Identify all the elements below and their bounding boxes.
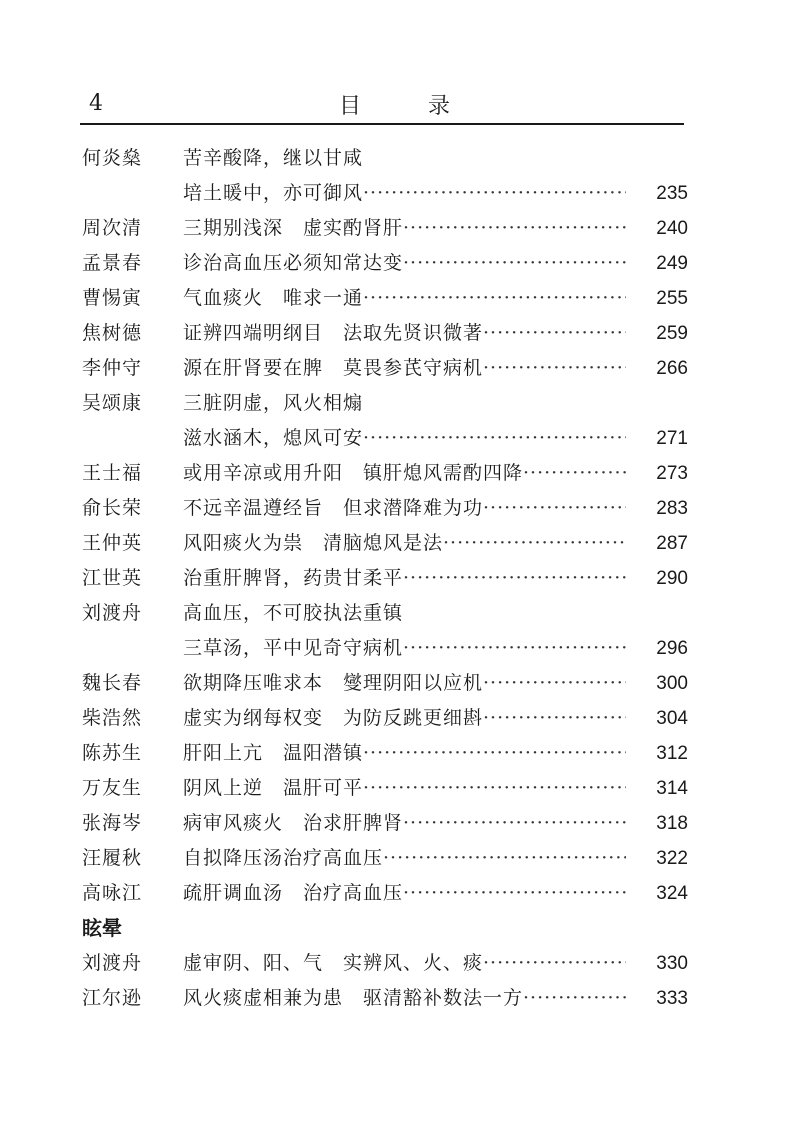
entry-author: 刘渡舟 bbox=[82, 952, 143, 974]
toc-entry[interactable] bbox=[82, 211, 688, 246]
entry-title: 滋水涵木，熄风可安 ····· bbox=[183, 421, 626, 456]
entry-page: 322 bbox=[656, 848, 688, 869]
entry-author: 魏长春 bbox=[82, 672, 143, 694]
toc-entry[interactable] bbox=[82, 771, 688, 806]
toc-entry[interactable] bbox=[82, 631, 688, 666]
toc-entry[interactable] bbox=[82, 981, 688, 1016]
toc-entry[interactable] bbox=[82, 281, 688, 316]
entry-author: 陈苏生 bbox=[82, 742, 143, 764]
entry-title: 自拟降压汤治疗高血压 ····· bbox=[183, 841, 626, 876]
toc-entry[interactable] bbox=[82, 806, 688, 841]
entry-page: 259 bbox=[656, 323, 688, 344]
toc-entry[interactable] bbox=[82, 246, 688, 281]
entry-title: 治重肝脾肾，药贵甘柔平 ····· bbox=[183, 561, 626, 596]
entry-page: 235 bbox=[656, 183, 688, 204]
toc-entry[interactable] bbox=[82, 421, 688, 456]
entry-title: 或用辛凉或用升阳 镇肝熄风需酌四降 ····· bbox=[183, 456, 626, 491]
entry-author: 江世英 bbox=[82, 567, 143, 589]
entry-title: 三脏阴虚，风火相煽 bbox=[183, 392, 364, 414]
entry-page: 287 bbox=[656, 533, 688, 554]
toc-entry[interactable] bbox=[82, 386, 688, 421]
entry-author: 何炎燊 bbox=[82, 147, 143, 169]
entry-page: 273 bbox=[656, 463, 688, 484]
entry-page: 240 bbox=[656, 218, 688, 239]
toc-entry[interactable] bbox=[82, 736, 688, 771]
entry-title: 疏肝调血汤 治疗高血压 ····· bbox=[183, 876, 626, 911]
entry-author: 焦树德 bbox=[82, 322, 143, 344]
toc-entry[interactable] bbox=[82, 456, 688, 491]
toc-entry[interactable] bbox=[82, 141, 688, 176]
entry-author: 王士福 bbox=[82, 462, 143, 484]
entry-title: 肝阳上亢 温阳潜镇 ····· bbox=[183, 736, 626, 771]
entry-author: 俞长荣 bbox=[82, 497, 143, 519]
entry-author: 汪履秋 bbox=[82, 847, 143, 869]
entry-page: 255 bbox=[656, 288, 688, 309]
entry-author: 孟景春 bbox=[82, 252, 143, 274]
entry-title: 虚审阴、阳、气 实辨风、火、痰 ····· bbox=[183, 946, 626, 981]
entry-page: 283 bbox=[656, 498, 688, 519]
table-of-contents bbox=[82, 141, 688, 1016]
entry-author: 曹惕寅 bbox=[82, 287, 143, 309]
toc-entry[interactable] bbox=[82, 526, 688, 561]
entry-title: 风阳痰火为祟 清脑熄风是法 ····· bbox=[183, 526, 626, 561]
entry-page: 314 bbox=[656, 778, 688, 799]
entry-author: 李仲守 bbox=[82, 357, 143, 379]
entry-page: 318 bbox=[656, 813, 688, 834]
entry-title: 培土暖中，亦可御风 ····· bbox=[183, 176, 626, 211]
entry-page: 266 bbox=[656, 358, 688, 379]
page-number: 4 bbox=[89, 91, 103, 116]
toc-entry[interactable] bbox=[82, 596, 688, 631]
entry-title: 阴风上逆 温肝可平 ····· bbox=[183, 771, 626, 806]
entry-author: 张海岑 bbox=[82, 812, 143, 834]
entry-title: 风火痰虚相兼为患 驱清豁补数法一方 ····· bbox=[183, 981, 626, 1016]
toc-entry[interactable] bbox=[82, 351, 688, 386]
entry-page: 271 bbox=[656, 428, 688, 449]
entry-title: 三期别浅深 虚实酌肾肝 ····· bbox=[183, 211, 626, 246]
entry-author: 江尔逊 bbox=[82, 987, 143, 1009]
toc-entry[interactable] bbox=[82, 841, 688, 876]
entry-page: 296 bbox=[656, 638, 688, 659]
entry-page: 333 bbox=[656, 988, 688, 1009]
entry-title: 证辨四端明纲目 法取先贤识微著 ····· bbox=[183, 316, 626, 351]
entry-page: 312 bbox=[656, 743, 688, 764]
entry-author: 刘渡舟 bbox=[82, 602, 143, 624]
entry-page: 330 bbox=[656, 953, 688, 974]
entry-title: 三草汤，平中见奇守病机 ····· bbox=[183, 631, 626, 666]
entry-page: 290 bbox=[656, 568, 688, 589]
entry-author: 王仲英 bbox=[82, 532, 143, 554]
entry-title: 欲期降压唯求本 燮理阴阳以应机 ····· bbox=[183, 666, 626, 701]
entry-page: 304 bbox=[656, 708, 688, 729]
header-divider bbox=[80, 123, 684, 125]
entry-author: 吴颂康 bbox=[82, 392, 143, 414]
toc-entry[interactable] bbox=[82, 946, 688, 981]
toc-entry[interactable] bbox=[82, 491, 688, 526]
entry-title: 诊治高血压必须知常达变 ····· bbox=[183, 246, 626, 281]
toc-entry[interactable] bbox=[82, 561, 688, 596]
entry-title: 源在肝肾要在脾 莫畏参芪守病机 ····· bbox=[183, 351, 626, 386]
toc-entry[interactable] bbox=[82, 316, 688, 351]
entry-title: 不远辛温遵经旨 但求潜降难为功 ····· bbox=[183, 491, 626, 526]
entry-page: 249 bbox=[656, 253, 688, 274]
toc-entry[interactable] bbox=[82, 176, 688, 211]
toc-entry[interactable] bbox=[82, 701, 688, 736]
entry-title: 高血压，不可胶执法重镇 bbox=[183, 602, 404, 624]
entry-author: 周次清 bbox=[82, 217, 143, 239]
entry-page: 324 bbox=[656, 883, 688, 904]
toc-entry[interactable] bbox=[82, 666, 688, 701]
page-title: 目 录 bbox=[339, 94, 480, 119]
entry-page: 300 bbox=[656, 673, 688, 694]
section-heading: 眩晕 bbox=[82, 916, 122, 940]
entry-author: 万友生 bbox=[82, 777, 143, 799]
entry-title: 苦辛酸降，继以甘咸 bbox=[183, 147, 364, 169]
entry-author: 柴浩然 bbox=[82, 707, 143, 729]
entry-title: 气血痰火 唯求一通 ····· bbox=[183, 281, 626, 316]
toc-entry[interactable] bbox=[82, 876, 688, 911]
entry-title: 虚实为纲每权变 为防反跳更细斟 ····· bbox=[183, 701, 626, 736]
entry-author: 高咏江 bbox=[82, 882, 143, 904]
entry-title: 病审风痰火 治求肝脾肾 ····· bbox=[183, 806, 626, 841]
